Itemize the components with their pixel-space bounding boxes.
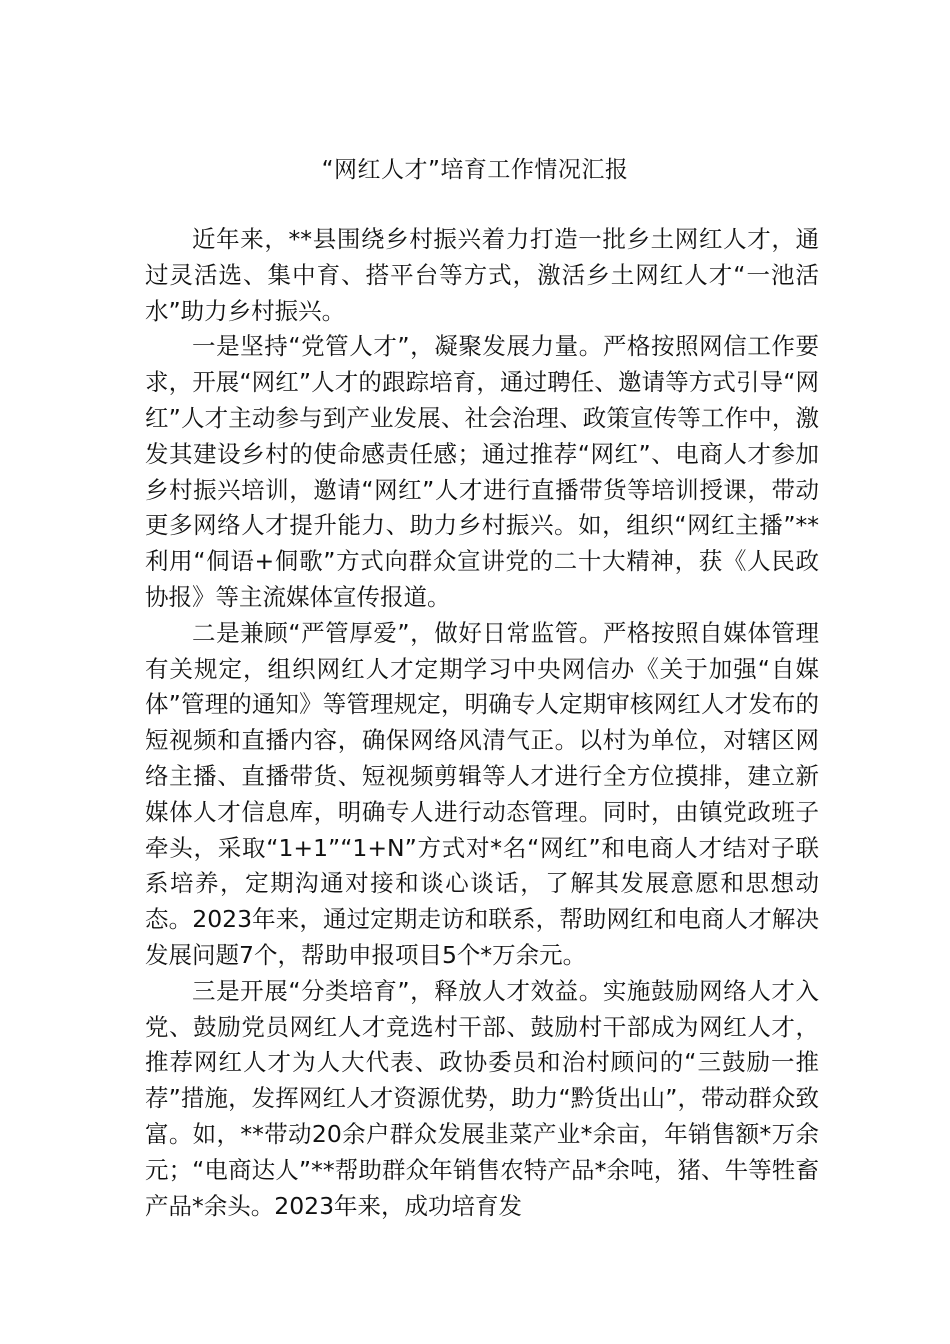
document-body <box>145 222 819 1224</box>
paragraph-classified-training: 三是开展“分类培育”，释放人才效益。实施鼓励网络人才入党、鼓励党员网红人才竞选村干部、鼓励村干部成为网红人才，推荐网红人才为人大代表、政协委员和治村顾问的“三鼓励一推荐”措施，发挥网红人才资源优势，助力“黔货出山”，带动群众致富。如，**带动20余户群众发展韭菜产业*余亩，年销售额*万余元；“电商达人”**帮助群众年销售农特产品*余吨，猪、牛等牲畜产品*余头。2023年来，成功培育发 <box>145 976 819 1220</box>
paragraph-intro: 近年来，**县围绕乡村振兴着力打造一批乡土网红人才，通过灵活选、集中育、搭平台等方式，激活乡土网红人才“一池活水”助力乡村振兴。 <box>145 225 819 325</box>
paragraph-party-talent: 一是坚持“党管人才”，凝聚发展力量。严格按照网信工作要求，开展“网红”人才的跟踪培育，通过聘任、邀请等方式引导“网红”人才主动参与到产业发展、社会治理、政策宣传等工作中，激发其建设乡村的使命感责任感；通过推荐“网红”、电商人才参加乡村振兴培训，邀请“网红”人才进行直播带货等培训授课，带动更多网络人才提升能力、助力乡村振兴。如，组织“网红主播”**利用“侗语+侗歌”方式向群众宣讲党的二十大精神，获《人民政协报》等主流媒体宣传报道。 <box>145 332 819 611</box>
paragraph-supervision: 二是兼顾“严管厚爱”，做好日常监管。严格按照自媒体管理有关规定，组织网红人才定期学习中央网信办《关于加强“自媒体”管理的通知》等管理规定，明确专人定期审核网红人才发布的短视频和直播内容，确保网络风清气正。以村为单位，对辖区网络主播、直播带货、短视频剪辑等人才进行全方位摸排，建立新媒体人才信息库，明确专人进行动态管理。同时，由镇党政班子牵头，采取“1+1”“1+N”方式对*名“网红”和电商人才结对子联系培养，定期沟通对接和谈心谈话，了解其发展意愿和思想动态。2023年来，通过定期走访和联系，帮助网红和电商人才解决发展问题7个，帮助申报项目5个*万余元。 <box>145 618 819 969</box>
document-title: “网红人才”培育工作情况汇报 <box>321 157 629 183</box>
